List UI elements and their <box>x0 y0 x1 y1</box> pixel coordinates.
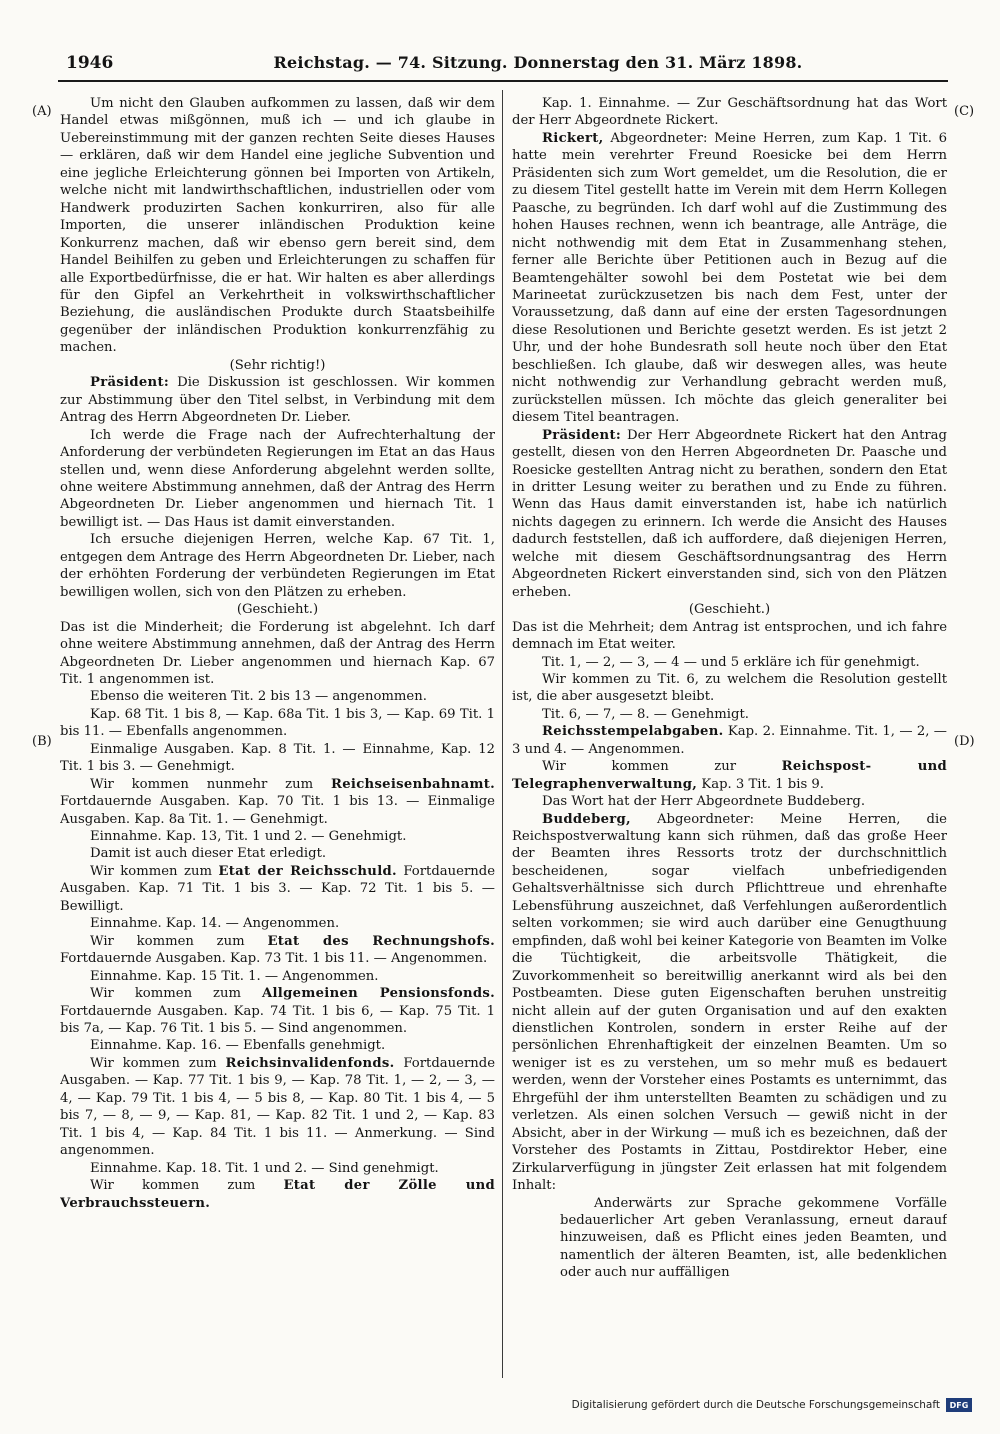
section-heading: Reichseisenbahnamt. <box>330 776 495 792</box>
paragraph <box>560 1195 947 1282</box>
paragraph-text: Fortdauernde Ausgaben. Kap. 74 Tit. 1 bis 6, — Kap. 75 Tit. 1 bis 7a, — Kap. 76 Tit. 1 bis 5. — Sind angenommen. <box>60 1003 495 1037</box>
paragraph <box>60 374 495 426</box>
paragraph-text: Damit ist auch dieser Etat erledigt. <box>90 846 327 862</box>
footer-credit <box>572 1398 972 1412</box>
paragraph-text: Wir kommen zum <box>90 933 268 949</box>
paragraph <box>60 688 495 705</box>
section-heading: Etat des Rechnungshofs. <box>267 933 495 949</box>
paragraph <box>60 741 495 776</box>
paragraph <box>60 357 495 374</box>
paragraph-text: Wir kommen zum <box>90 1055 226 1071</box>
paragraph <box>60 601 495 618</box>
paragraph-text: Einnahme. Kap. 18. Tit. 1 und 2. — Sind genehmigt. <box>90 1160 439 1176</box>
section-heading: Reichsstempelabgaben. <box>542 724 724 740</box>
section-heading: Etat der Zölle und Verbrauchssteuern. <box>60 1178 495 1211</box>
paragraph <box>512 758 947 793</box>
paragraph-text: Kap. 1. Einnahme. — Zur Geschäftsordnung hat das Wort der Herr Abgeordnete Rickert. <box>512 96 947 129</box>
right-column <box>512 95 947 1375</box>
paragraph-text: Das ist die Minderheit; die Forderung ist abgelehnt. Ich darf ohne weitere Abstimmung annehmen, daß der Antrag des Herrn Abgeordneten Dr. Lieber angenommen und hiernach Kap. 67 Tit. 1 angenommen ist. <box>60 619 495 687</box>
section-heading: Reichspost- und Telegraphenverwaltung, <box>512 759 947 792</box>
paragraph <box>60 915 495 932</box>
speaker-name: Präsident: <box>90 375 170 391</box>
section-heading: Reichsinvalidenfonds. <box>225 1055 395 1071</box>
paragraph-text: Wir kommen zum <box>90 863 219 879</box>
paragraph <box>512 619 947 654</box>
paragraph-text: Abgeordneter: Meine Herren, die Reichspostverwaltung kann sich rühmen, daß das große Heer der Beamten ihres Ressorts trotz der durchschnittlich bescheidenen, sogar vielfach unbefriedigenden Gehaltsverhältnisse sich durch Pflichttreue und ehrenhafte Lebensführung auszeichnet, daß Verfehlungen außerordentlich selten vorkommen; sie wird auch darüber eine Genugthuung empfinden, daß wohl bei keiner Kategorie von Beamten im Volke die Tüchtigkeit, die arbeitsvolle Thätigkeit, die Zuvorkommenheit so bereitwillig anerkannt wird als bei den Postbeamten. Diese guten Eigenschaften beruhen unstreitig nicht allein auf der guten Organisation und auf den exakten dienstlichen Kontrolen, sondern in erster Reihe auf der persönlichen Ehrenhaftigkeit der einzelnen Beamten. Um so weniger ist es zu verstehen, um so mehr muß es bedauert werden, wenn der Vorsteher eines Postamts es unternimmt, das Ehrgefühl der ihm unterstellten Beamten zu schädigen und zu verletzen. Als einen solchen Versuch — gewiß nicht in der Absicht, aber in der Wirkung — muß ich es bezeichnen, daß der Vorsteher des Postamts in Zittau, Postdirektor Heber, eine Zirkularverfügung in jüngster Zeit erlassen hat mit folgendem Inhalt: <box>512 811 947 1194</box>
paragraph <box>60 845 495 862</box>
speaker-name: Rickert, <box>542 130 604 146</box>
paragraph <box>60 1055 495 1160</box>
margin-marker-a: (A) <box>32 104 52 119</box>
speaker-name: Präsident: <box>542 427 622 443</box>
section-heading: Allgemeinen Pensionsfonds. <box>261 986 495 1002</box>
paragraph-text: Tit. 1, — 2, — 3, — 4 — und 5 erkläre ich für genehmigt. <box>542 654 920 670</box>
paragraph <box>60 619 495 689</box>
paragraph-text: Kap. 2. Einnahme. Tit. 1, — 2, — 3 und 4. — Angenommen. <box>512 724 947 757</box>
paragraph-text: Das ist die Mehrheit; dem Antrag ist entsprochen, und ich fahre demnach im Etat weiter. <box>512 619 947 653</box>
paragraph-text: Einnahme. Kap. 14. — Angenommen. <box>90 916 340 932</box>
paragraph <box>60 828 495 845</box>
paragraph <box>512 671 947 706</box>
paragraph <box>60 706 495 741</box>
paragraph <box>512 723 947 758</box>
paragraph-text: Kap. 68 Tit. 1 bis 8, — Kap. 68a Tit. 1 bis 3, — Kap. 69 Tit. 1 bis 11. — Ebenfalls angenommen. <box>60 706 495 740</box>
paragraph-text: (Geschieht.) <box>236 602 319 618</box>
paragraph-text: Einnahme. Kap. 13, Tit. 1 und 2. — Genehmigt. <box>90 829 407 845</box>
paragraph <box>60 985 495 1037</box>
paragraph <box>60 1160 495 1177</box>
paragraph-text: Wir kommen zur <box>542 759 782 775</box>
paragraph-text: Der Herr Abgeordnete Rickert hat den Antrag gestellt, diesen von den Herren Abgeordneten Dr. Paasche und Roesicke gestellten Antrag nicht zu berathen, sondern den Etat in dritter Lesung weiter zu berathen und zu Ende zu führen. Wenn das Haus damit einverstanden ist, habe ich natürlich nichts dagegen zu erinnern. Ich werde die Ansicht des Hauses dadurch feststellen, daß ich auffordere, daß diejenigen Herren, welche mit diesem Geschäftsordnungsantrag des Herrn Abgeordneten Rickert einverstanden sind, sich von den Plätzen erheben. <box>512 427 947 600</box>
paragraph-text: (Sehr richtig!) <box>229 357 326 373</box>
paragraph-text: Wir kommen zum <box>90 986 262 1002</box>
paragraph <box>512 427 947 602</box>
paragraph <box>512 130 947 427</box>
dfg-logo: DFG <box>946 1398 972 1412</box>
paragraph-text: Einmalige Ausgaben. Kap. 8 Tit. 1. — Einnahme, Kap. 12 Tit. 1 bis 3. — Genehmigt. <box>60 741 495 775</box>
paragraph <box>512 601 947 618</box>
section-heading: Etat der Reichsschuld. <box>218 863 397 879</box>
paragraph <box>512 706 947 723</box>
paragraph-text: Fortdauernde Ausgaben. Kap. 71 Tit. 1 bis 3. — Kap. 72 Tit. 1 bis 5. — Bewilligt. <box>60 863 495 914</box>
paragraph-text: Ich ersuche diejenigen Herren, welche Kap. 67 Tit. 1, entgegen dem Antrage des Herrn Abgeordneten Dr. Lieber, nach der erhöhten Forderung der verbündeten Regierungen im Etat bewilligen wollen, sich von den Plätzen zu erheben. <box>60 532 495 600</box>
paragraph <box>512 793 947 810</box>
paragraph-text: (Geschieht.) <box>688 602 771 618</box>
paragraph-text: Fortdauernde Ausgaben. Kap. 70 Tit. 1 bis 13. — Einmalige Ausgaben. Kap. 8a Tit. 1. — Genehmigt. <box>60 794 495 827</box>
paragraph-text: Einnahme. Kap. 15 Tit. 1. — Angenommen. <box>90 968 379 984</box>
paragraph <box>60 933 495 968</box>
column-divider <box>502 90 503 1378</box>
paragraph <box>60 968 495 985</box>
paragraph-text: Fortdauernde Ausgaben. — Kap. 77 Tit. 1 bis 9, — Kap. 78 Tit. 1, — 2, — 3, — 4, — Kap. 79 Tit. 1 bis 4, — 5 bis 8, — Kap. 80 Tit. 1 bis 4, — 5 bis 7, — 8, — 9, — Kap. 81, — Kap. 82 Tit. 1 und 2, — Kap. 83 Tit. 1 bis 4, — Kap. 84 Tit. 1 bis 11. — Anmerkung. — Sind angenommen. <box>60 1055 495 1159</box>
paragraph <box>512 95 947 130</box>
page-number: 1946 <box>66 53 114 73</box>
paragraph-text: Kap. 3 Tit. 1 bis 9. <box>697 776 824 792</box>
paragraph-text: Wir kommen zum <box>90 1178 284 1194</box>
paragraph <box>60 776 495 828</box>
speaker-name: Buddeberg, <box>542 811 631 827</box>
page-header <box>58 50 948 82</box>
paragraph-text: Wir kommen zu Tit. 6, zu welchem die Resolution gestellt ist, die aber ausgesetzt bleibt. <box>512 671 947 705</box>
paragraph-text: Einnahme. Kap. 16. — Ebenfalls genehmigt. <box>90 1038 386 1054</box>
margin-marker-c: (C) <box>954 104 975 119</box>
paragraph-text: Ebenso die weiteren Tit. 2 bis 13 — angenommen. <box>90 689 427 705</box>
footer-credit-text: Digitalisierung gefördert durch die Deutsche Forschungsgemeinschaft <box>571 1399 940 1411</box>
paragraph-text: Um nicht den Glauben aufkommen zu lassen, daß wir dem Handel etwas mißgönnen, muß ich — und ich glaube in Uebereinstimmung mit der ganzen rechten Seite dieses Hauses — erklären, daß wir dem Handel eine jegliche Subvention und eine jegliche Erleichterung gönnen bei Importen von Artikeln, welche nicht mit landwirthschaftlichen, industriellen oder vom Handwerk produzirten Sachen konkurriren, also für alle Importen, die unserer inländischen Produktion keine Konkurrenz machen, daß wir ebenso gern bereit sind, dem Handel Beihilfen zu geben und Erleichterungen zu schaffen für alle Exportbedürfnisse, die er hat. Wir halten es aber allerdings für den Gipfel an Verkehrtheit in volkswirthschaftlicher Beziehung, die ausländischen Produkte durch Staatsbeihilfe gegenüber der inländischen Produktion konkurrenzfähig zu machen. <box>60 96 495 356</box>
paragraph <box>512 811 947 1195</box>
paragraph <box>60 1037 495 1054</box>
paragraph-text: Tit. 6, — 7, — 8. — Genehmigt. <box>542 706 749 722</box>
margin-marker-b: (B) <box>32 734 52 749</box>
running-title: Reichstag. — 74. Sitzung. Donnerstag den 31. März 1898. <box>273 53 803 72</box>
paragraph <box>60 1177 495 1212</box>
paragraph-text: Das Wort hat der Herr Abgeordnete Buddeberg. <box>542 794 866 810</box>
paragraph <box>60 863 495 915</box>
paragraph-text: Wir kommen nunmehr zum <box>90 776 331 792</box>
left-column <box>60 95 495 1375</box>
paragraph-text: Die Diskussion ist geschlossen. Wir kommen zur Abstimmung über den Titel selbst, in Verbindung mit dem Antrag des Herrn Abgeordneten Dr. Lieber. <box>60 375 495 426</box>
paragraph <box>60 531 495 601</box>
paragraph-text: Anderwärts zur Sprache gekommene Vorfälle bedauerlicher Art geben Veranlassung, erneut darauf hinzuweisen, daß es Pflicht eines jeden Beamten, und namentlich der älteren Beamten, ist, alle bedenklichen oder auch nur auffälligen <box>560 1195 947 1281</box>
paragraph-text: Fortdauernde Ausgaben. Kap. 73 Tit. 1 bis 11. — Angenommen. <box>60 951 488 967</box>
paragraph <box>60 95 495 357</box>
paragraph <box>512 654 947 671</box>
margin-marker-d: (D) <box>954 734 975 749</box>
paragraph-text: Ich werde die Frage nach der Aufrechterhaltung der Anforderung der verbündeten Regierungen im Etat an das Haus stellen und, wenn diese Anforderung abgelehnt werden sollte, ohne weitere Abstimmung annehmen, daß der Antrag des Herrn Abgeordneten Dr. Lieber angenommen und hiernach Tit. 1 bewilligt ist. — Das Haus ist damit einverstanden. <box>60 427 495 530</box>
paragraph-text: Abgeordneter: Meine Herren, zum Kap. 1 Tit. 6 hatte mein verehrter Freund Roesicke bei dem Herrn Präsidenten sich zum Wort gemeldet, um die Resolution, die er zu diesem Titel gestellt hatte im Verein mit dem Herrn Kollegen Paasche, zu begründen. Ich darf wohl auf die Zustimmung des hohen Hauses rechnen, wenn ich beantrage, alle Anträge, die nicht nothwendig mit dem Etat in Zusammenhang stehen, ferner alle Berichte über Petitionen auch in Bezug auf die Beamtengehälter sowohl bei dem Postetat wie bei dem Marineetat zurückzusetzen bis nach dem Fest, unter der Voraussetzung, daß dann auf eine der ersten Tagesordnungen diese Resolutionen und Berichte gesetzt werden. Es ist jetzt 2 Uhr, und der hohe Bundesrath soll heute noch über den Etat beschließen. Ich glaube, daß wir deswegen alles, was heute nicht nothwendig zur Verhandlung gebracht werden muß, zurückstellen müssen. Ich möchte das gleich generaliter bei diesem Titel beantragen. <box>512 130 947 426</box>
paragraph <box>60 427 495 532</box>
